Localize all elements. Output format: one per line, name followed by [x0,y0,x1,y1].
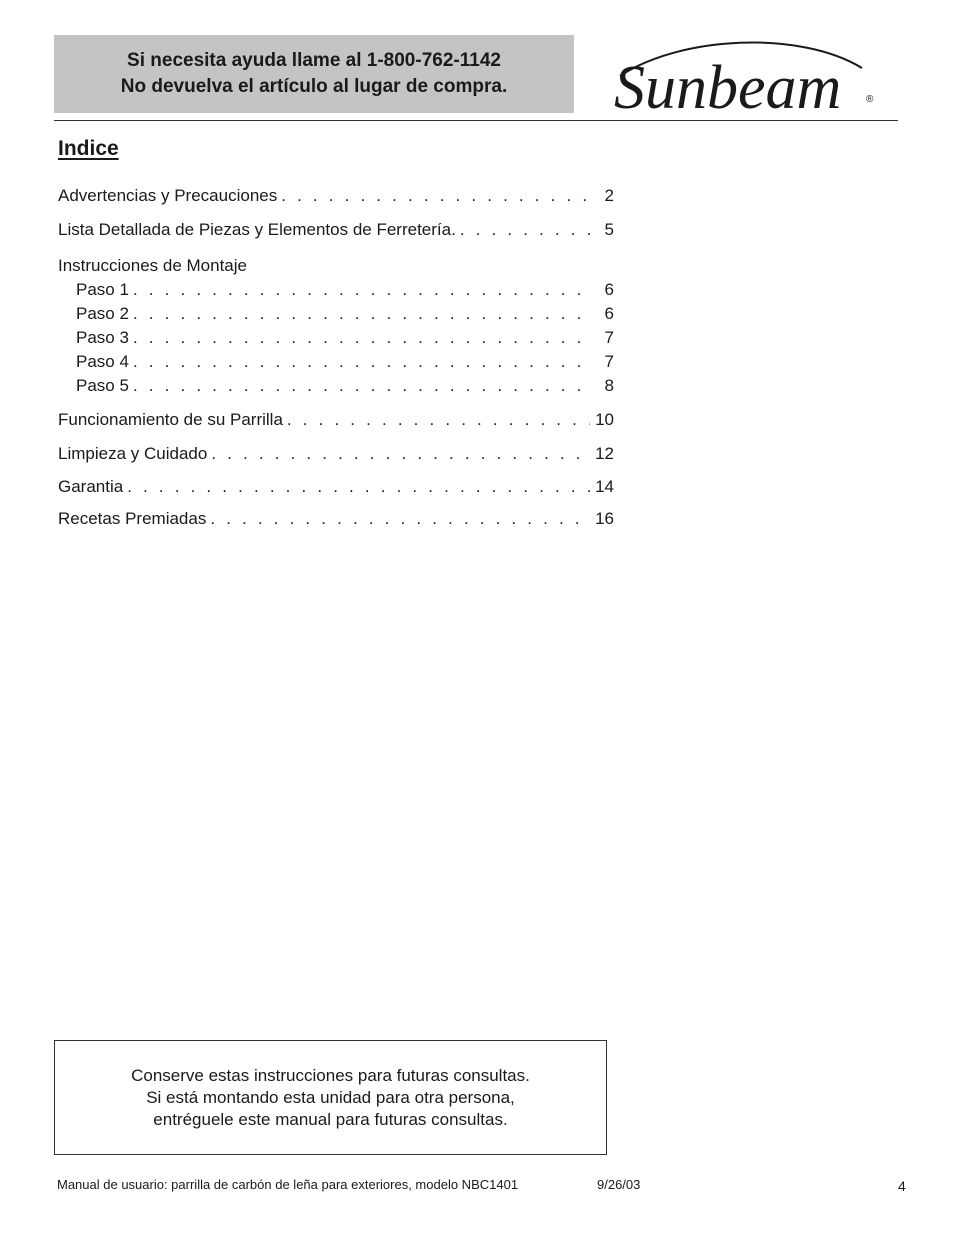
toc-entry-page: 14 [595,477,614,496]
toc-leader-dots [210,509,590,529]
toc-entry-parts[interactable] [58,220,614,244]
toc-entry-label: Limpieza y Cuidado [58,444,208,463]
index-title: Indice [58,137,119,160]
toc-entry-page: 7 [604,352,614,371]
toc-entry-step-2[interactable] [76,304,614,328]
toc-entry-label: Paso 2 [76,304,129,323]
help-phone-line: Si necesita ayuda llame al 1-800-762-1142 [127,50,501,71]
toc-entry-step-3[interactable] [76,328,614,352]
toc-entry-cleaning[interactable] [58,444,614,468]
footer-date: 9/26/03 [597,1177,641,1192]
logo-wordmark: Sunbeam [614,54,842,120]
toc-assembly-heading: Instrucciones de Montaje [58,256,247,275]
toc-entry-page: 6 [604,304,614,323]
note-line: Si está montando esta unidad para otra persona, [146,1087,515,1107]
toc-leader-dots [133,352,590,372]
toc-leader-dots [133,376,590,396]
footer-manual-title: Manual de usuario: parrilla de carbón de leña para exteriores, modelo NBC1401 [57,1177,519,1192]
toc-entry-page: 8 [604,376,614,395]
toc-entry-page: 6 [604,280,614,299]
toc-entry-label: Recetas Premiadas [58,509,207,528]
note-line: Conserve estas instrucciones para futuras consultas. [131,1065,530,1085]
toc-leader-dots [133,328,590,348]
keep-instructions-note [54,1040,607,1155]
toc-entry-label: Advertencias y Precauciones [58,186,278,205]
page-number: 4 [898,1178,906,1194]
toc-entry-page: 2 [604,186,614,205]
registered-mark: ® [866,94,874,105]
toc-entry-label: Lista Detallada de Piezas y Elementos de Ferretería. [58,220,456,239]
return-warning-line: No devuelva el artículo al lugar de compra. [120,76,508,97]
toc-leader-dots [287,410,590,430]
toc-leader-dots [211,444,590,464]
toc-entry-warranty[interactable] [58,477,614,501]
toc-leader-dots [127,477,590,497]
toc-entry-label: Paso 1 [76,280,129,299]
toc-entry-page: 7 [604,328,614,347]
toc-entry-label: Funcionamiento de su Parrilla [58,410,283,429]
toc-entry-recipes[interactable] [58,509,614,533]
toc-entry-label: Paso 3 [76,328,129,347]
help-banner [54,35,574,113]
toc-entry-label: Garantia [58,477,124,496]
toc-leader-dots [460,220,590,240]
toc-entry-label: Paso 5 [76,376,129,395]
toc-entry-page: 10 [595,410,614,429]
toc-leader-dots [133,280,590,300]
toc-leader-dots [281,186,590,206]
toc-entry-page: 16 [595,509,614,528]
toc-entry-step-1[interactable] [76,280,614,304]
toc-leader-dots [133,304,590,324]
toc-entry-step-5[interactable] [76,376,614,400]
header-divider [54,120,898,121]
toc-entry-label: Paso 4 [76,352,129,371]
note-line: entréguele este manual para futuras consultas. [153,1109,508,1129]
toc-entry-page: 12 [595,444,614,463]
toc-entry-step-4[interactable] [76,352,614,376]
toc-entry-warnings[interactable] [58,186,614,210]
toc-entry-operation[interactable] [58,410,614,434]
toc-entry-page: 5 [604,220,614,239]
sunbeam-logo [600,28,890,120]
